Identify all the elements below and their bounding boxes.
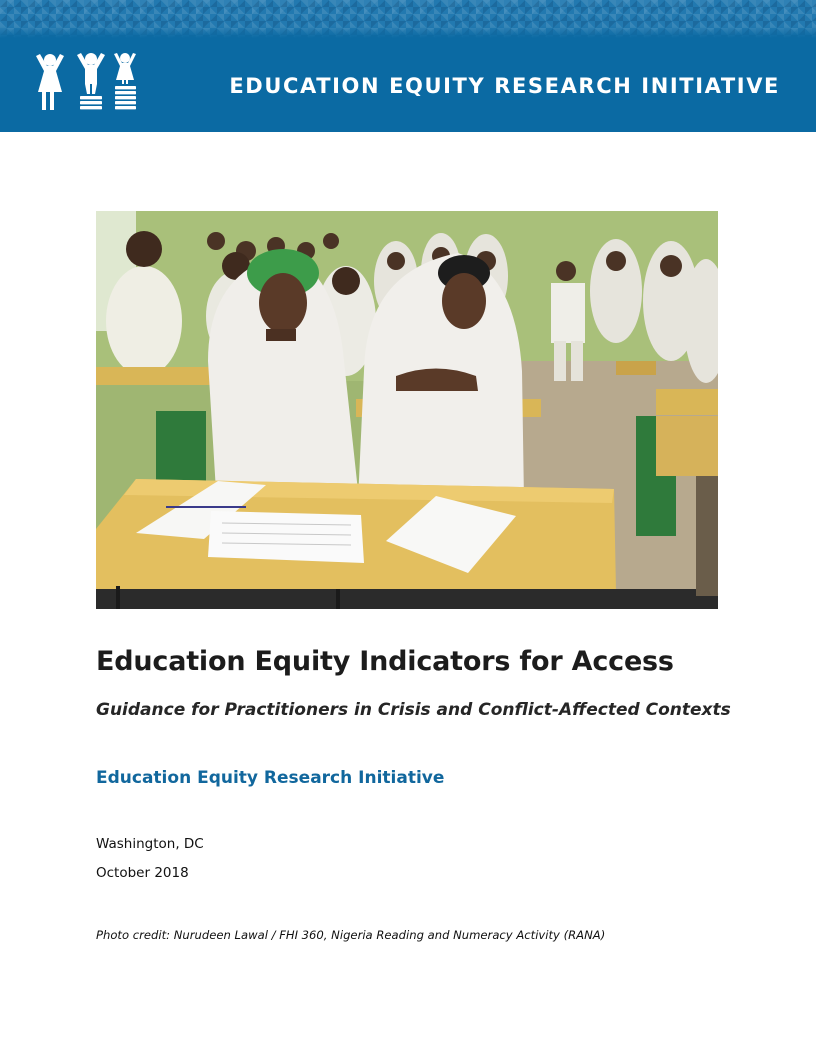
classroom-photo xyxy=(96,211,718,609)
children-on-books-logo-icon xyxy=(30,50,142,114)
document-title: Education Equity Indicators for Access xyxy=(96,646,674,677)
organization-name: Education Equity Research Initiative xyxy=(96,768,445,788)
document-subtitle: Guidance for Practitioners in Crisis and Conflict-Affected Contexts xyxy=(96,700,731,720)
publication-date: October 2018 xyxy=(96,865,189,881)
banner-pattern-fade xyxy=(0,26,816,38)
publication-location: Washington, DC xyxy=(96,836,204,852)
cover-photo xyxy=(96,211,718,609)
header-banner xyxy=(0,0,816,132)
banner-title: EDUCATION EQUITY RESEARCH INITIATIVE xyxy=(229,74,780,98)
photo-credit: Photo credit: Nurudeen Lawal / FHI 360, Nigeria Reading and Numeracy Activity (RANA) xyxy=(96,928,606,942)
